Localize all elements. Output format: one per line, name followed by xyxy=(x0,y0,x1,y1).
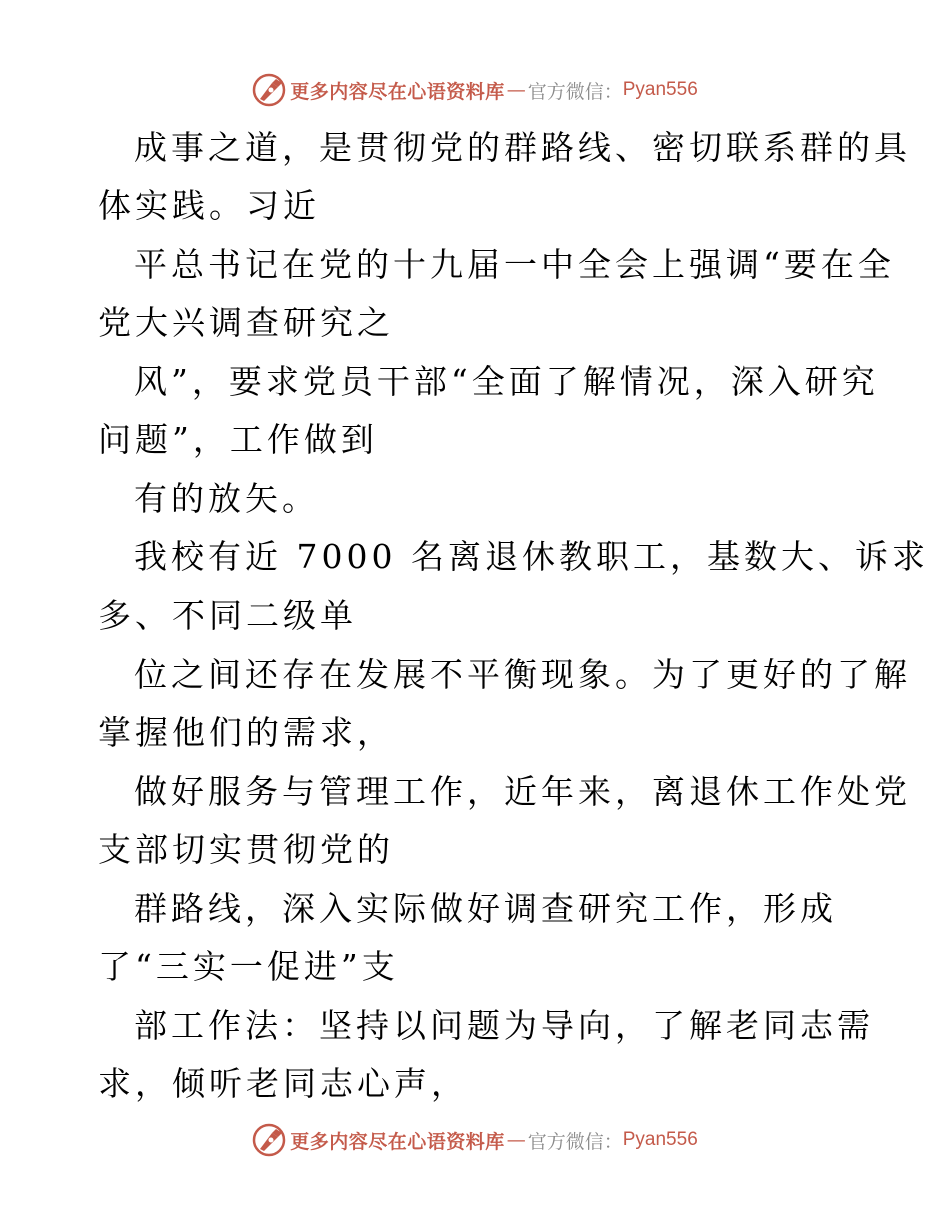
text-line: 我校有近 7000 名离退休教职工，基数大、诉求 xyxy=(134,537,929,576)
footer-banner xyxy=(0,1120,950,1160)
text-line: 做好服务与管理工作，近年来，离退休工作处党 xyxy=(134,772,911,811)
text-line: 多、不同二级单 xyxy=(98,596,357,635)
banner-wechat-id: Pyan556 xyxy=(622,1129,698,1150)
text-line: 掌握他们的需求， xyxy=(98,713,394,752)
banner-official-label: 官方微信： xyxy=(527,1130,623,1153)
text-line: 支部切实贯彻党的 xyxy=(98,830,394,869)
pen-nib-logo-icon xyxy=(252,1123,286,1157)
text-line: 部工作法：坚持以问题为导向，了解老同志需 xyxy=(134,1006,874,1045)
banner-wechat-id: Pyan556 xyxy=(622,79,698,100)
text-line: 位之间还存在发展不平衡现象。为了更好的了解 xyxy=(134,655,911,694)
text-line: 群路线，深入实际做好调查研究工作，形成 xyxy=(134,889,837,928)
text-line: 党大兴调查研究之 xyxy=(98,303,394,342)
text-line: 体实践。习近 xyxy=(98,186,320,225)
banner-official-label: 官方微信： xyxy=(527,80,623,103)
banner-dash: — xyxy=(506,79,526,101)
text-line: 求，倾听老同志心声， xyxy=(98,1064,468,1103)
banner-site-text: 更多内容尽在心语资料库 xyxy=(290,1130,505,1153)
text-line: 了“三实一促进”支 xyxy=(98,947,399,986)
text-line: 成事之道，是贯彻党的群路线、密切联系群的具 xyxy=(134,128,911,167)
banner-dash: — xyxy=(506,1129,526,1151)
text-line: 平总书记在党的十九届一中全会上强调“要在全 xyxy=(134,245,895,284)
text-line: 问题”，工作做到 xyxy=(98,420,378,459)
text-line: 有的放矢。 xyxy=(134,479,319,518)
text-line: 风”，要求党员干部“全面了解情况，深入研究 xyxy=(134,362,879,401)
banner-site-text: 更多内容尽在心语资料库 xyxy=(290,80,505,103)
